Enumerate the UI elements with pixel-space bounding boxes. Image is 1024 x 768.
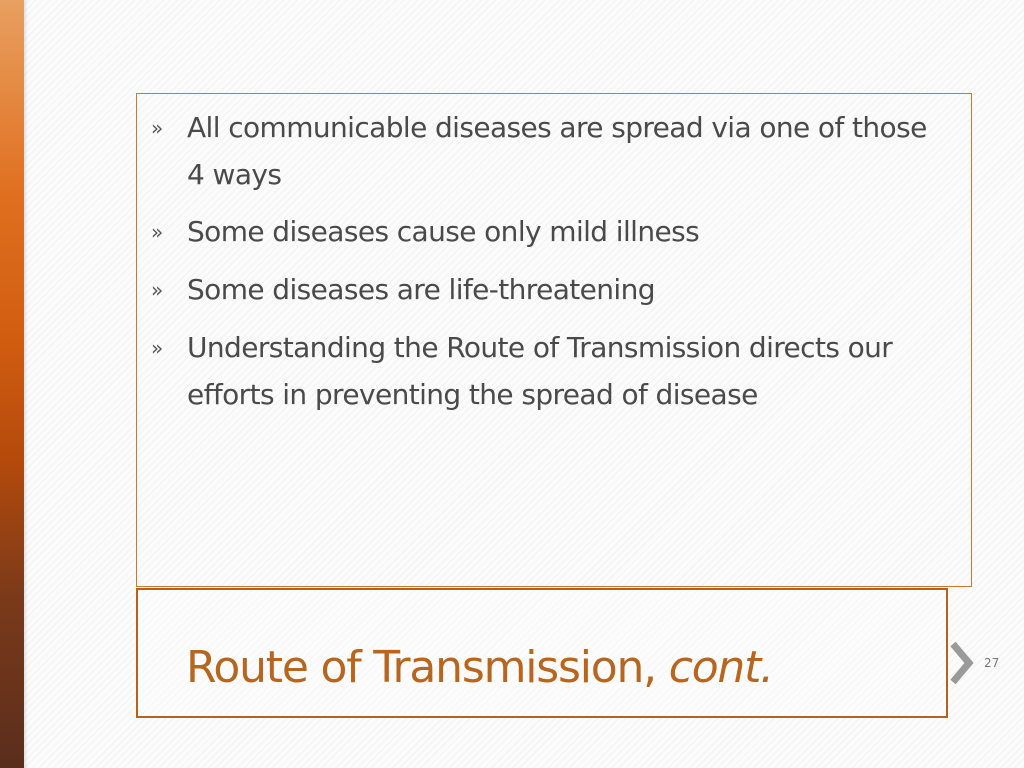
left-accent-shadow: [24, 0, 28, 768]
bullet-text: Some diseases are life-threatening: [187, 273, 655, 306]
bullet-marker: »: [151, 278, 164, 302]
chevron-right-icon[interactable]: [947, 640, 975, 686]
bullet-text: Understanding the Route of Transmission directs our efforts in preventing the spread of disease: [187, 331, 893, 411]
slide-title-italic: cont.: [668, 642, 773, 693]
left-accent-bar: [0, 0, 24, 768]
slide-number: 27: [984, 656, 1000, 670]
bullet-marker: »: [151, 220, 164, 244]
bullet-list: [147, 104, 937, 428]
bullet-item: [147, 208, 937, 256]
bullet-marker: »: [151, 336, 164, 360]
bullet-marker: »: [151, 116, 164, 140]
title-placeholder: [136, 588, 948, 718]
bullet-item: [147, 266, 937, 314]
slide-title: [186, 642, 773, 693]
bullet-item: [147, 104, 937, 198]
content-placeholder: [136, 93, 972, 587]
bullet-text: All communicable diseases are spread via one of those 4 ways: [187, 111, 927, 191]
bullet-item: [147, 324, 937, 418]
bullet-text: Some diseases cause only mild illness: [187, 215, 700, 248]
slide-title-main: Route of Transmission,: [186, 642, 669, 693]
